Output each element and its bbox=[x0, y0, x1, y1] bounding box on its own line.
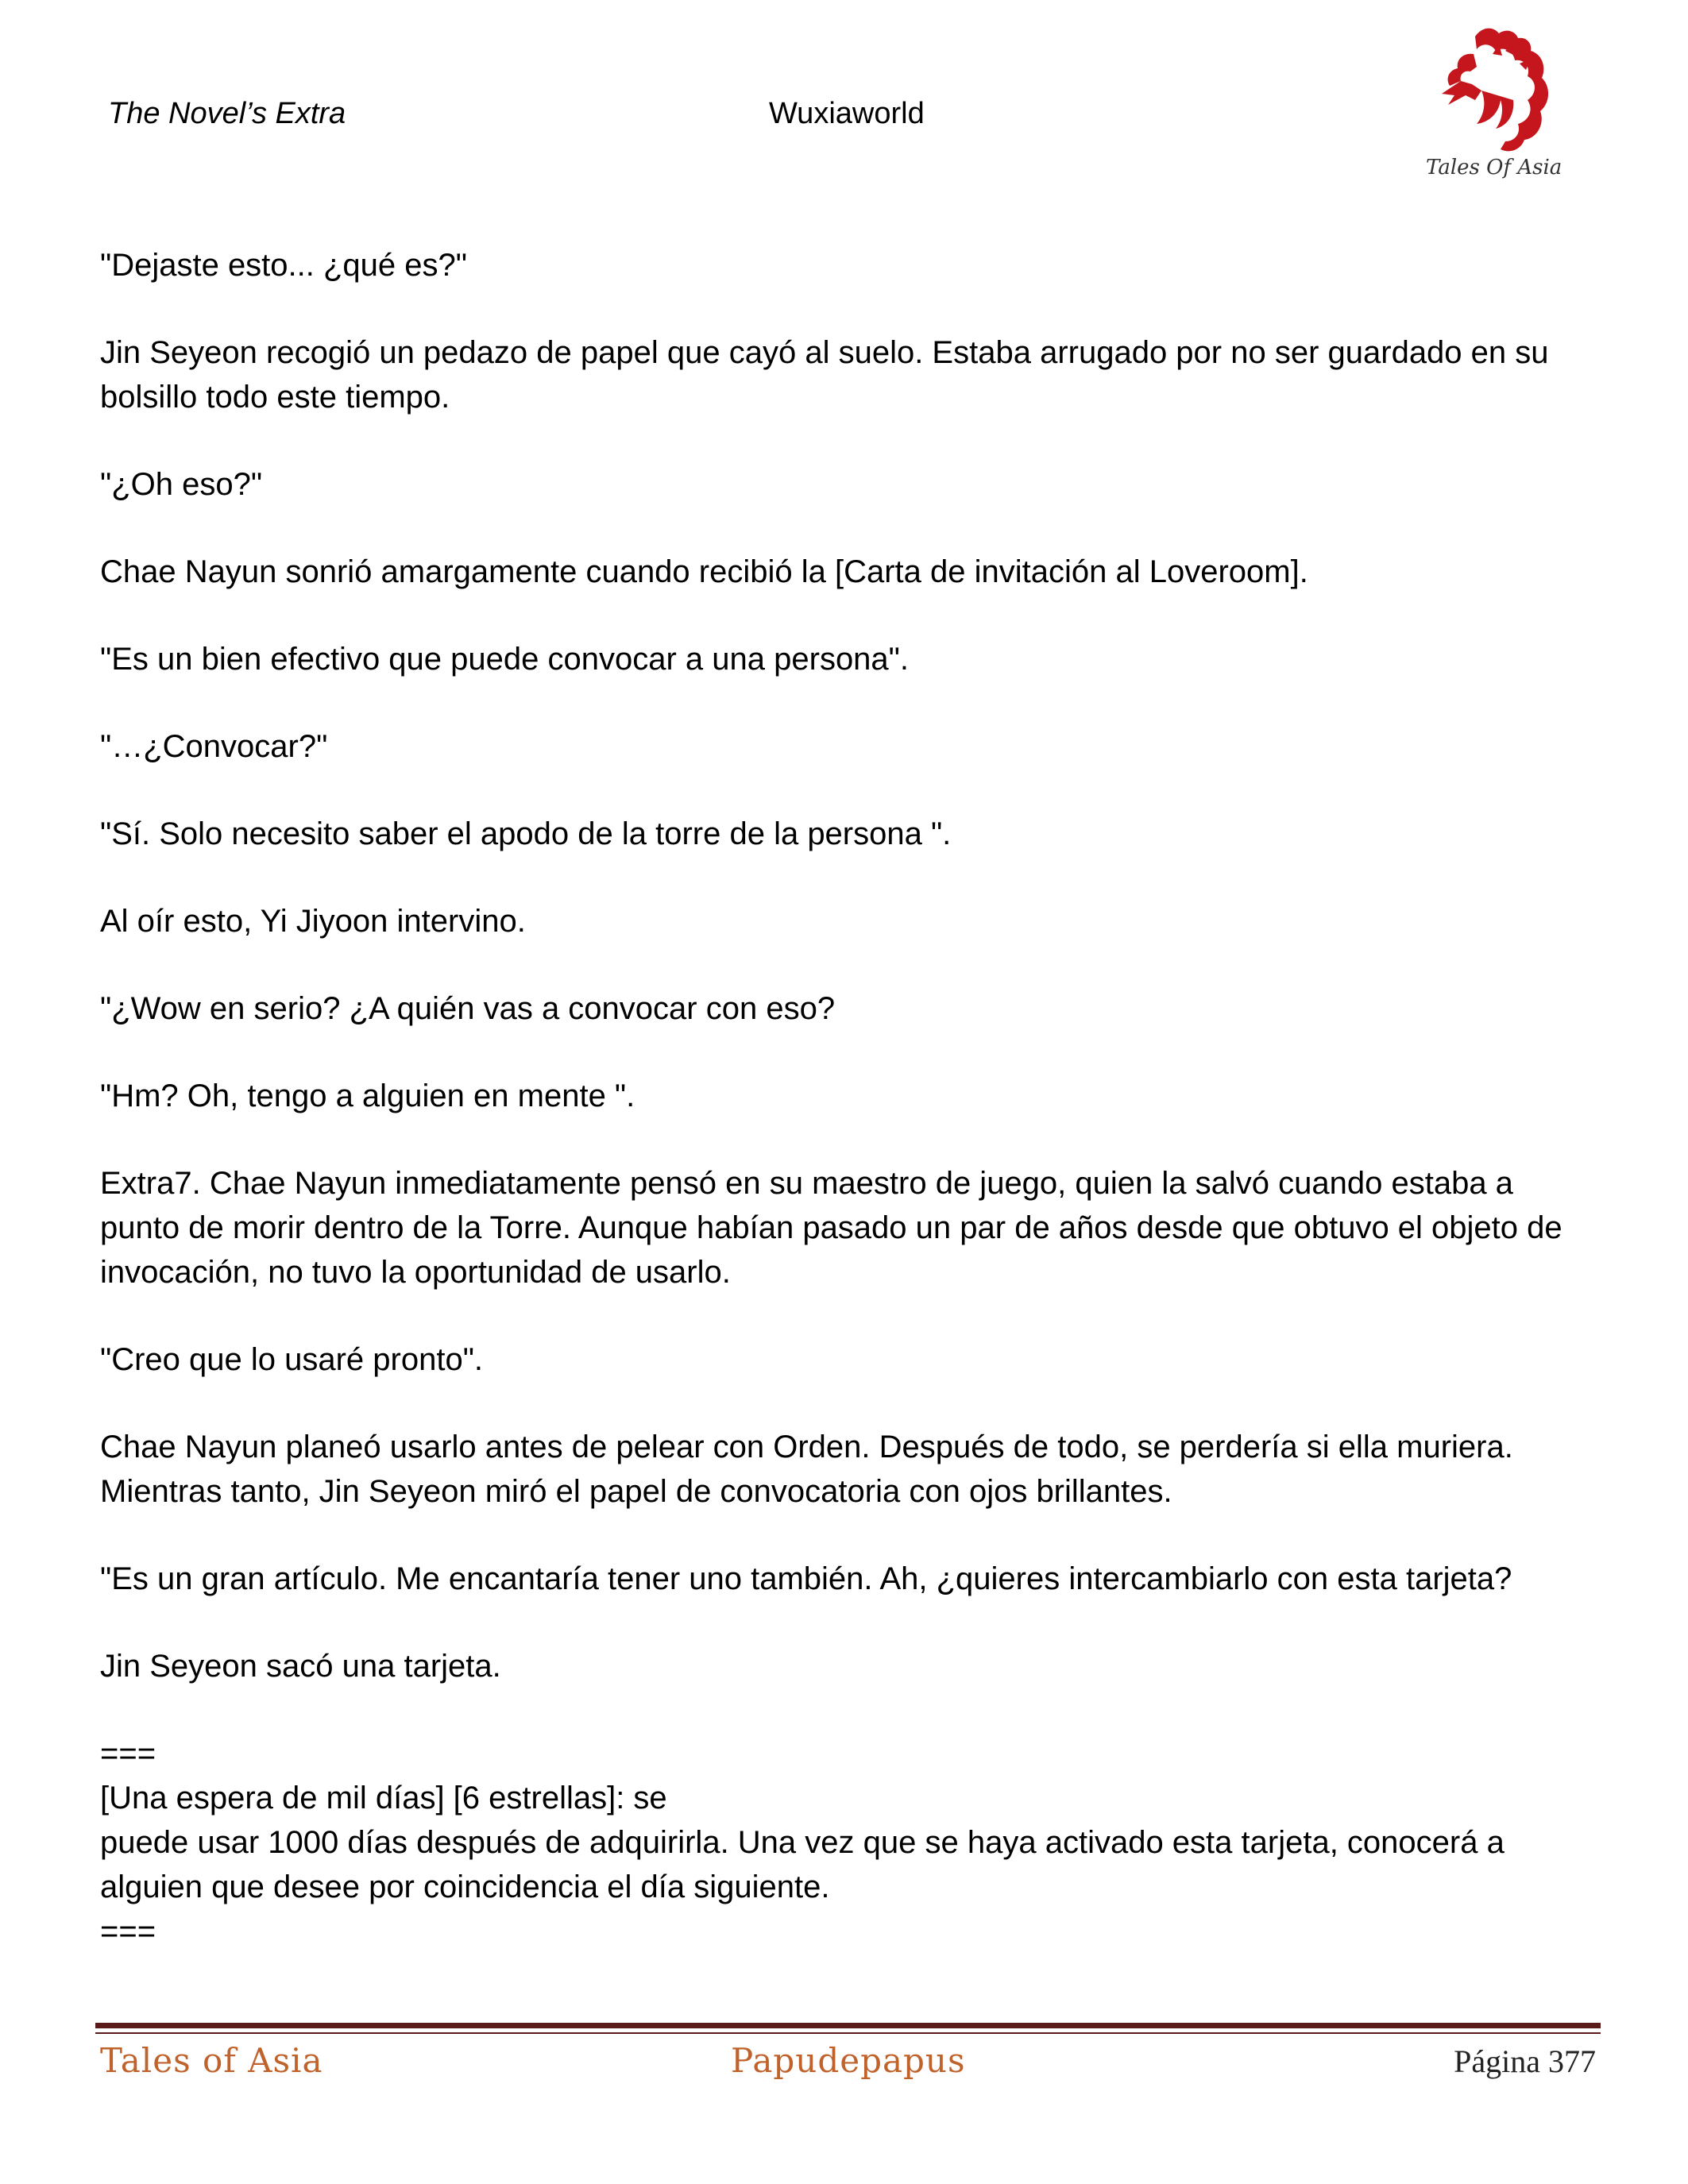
page-number: Página 377 bbox=[1454, 2043, 1596, 2079]
card-separator-top: === bbox=[100, 1736, 156, 1771]
header-book-title: The Novel’s Extra bbox=[108, 97, 346, 130]
paragraph: "Es un bien efectivo que puede convocar a una persona". bbox=[100, 642, 909, 677]
header-site-name: Wuxiaworld bbox=[769, 97, 925, 130]
card-title-line: [Una espera de mil días] [6 estrellas]: se bbox=[100, 1781, 667, 1815]
card-description-line: puede usar 1000 días después de adquirirla. Una vez que se haya activado esta tarjeta, conocerá a alguien que desee por coincidencia el día siguiente. bbox=[100, 1825, 1505, 1904]
logo-text: Tales Of Asia bbox=[1426, 156, 1562, 179]
paragraph: "Sí. Solo necesito saber el apodo de la torre de la persona ". bbox=[100, 816, 952, 851]
footer-translator: Papudepapus bbox=[731, 2041, 966, 2080]
card-description-block bbox=[100, 1731, 1593, 1954]
footer-rule-thin bbox=[95, 2032, 1601, 2034]
card-separator-bottom: === bbox=[100, 1914, 156, 1949]
paragraph: "Creo que lo usaré pronto". bbox=[100, 1342, 484, 1377]
paragraph: "Hm? Oh, tengo a alguien en mente ". bbox=[100, 1078, 635, 1113]
tales-of-asia-logo bbox=[1426, 22, 1561, 189]
paragraph: Extra7. Chae Nayun inmediatamente pensó en su maestro de juego, quien la salvó cuando estaba a punto de morir dentro de la Torre. Aunque habían pasado un par de años desde que obtuvo el objeto de invocación, no tuvo la oportunidad de usarlo. bbox=[100, 1166, 1562, 1290]
paragraph: "¿Oh eso?" bbox=[100, 467, 263, 502]
paragraph: "…¿Convocar?" bbox=[100, 729, 328, 764]
paragraph: Al oír esto, Yi Jiyoon intervino. bbox=[100, 904, 526, 939]
paragraph: Jin Seyeon recogió un pedazo de papel que cayó al suelo. Estaba arrugado por no ser guardado en su bolsillo todo este tiempo. bbox=[100, 335, 1549, 415]
footer-rule-thick bbox=[95, 2023, 1601, 2028]
paragraph: "Dejaste esto... ¿qué es?" bbox=[100, 248, 467, 283]
paragraph: Chae Nayun sonrió amargamente cuando recibió la [Carta de invitación al Loveroom]. bbox=[100, 554, 1308, 589]
paragraph: Chae Nayun planeó usarlo antes de pelear con Orden. Después de todo, se perdería si ella muriera. Mientras tanto, Jin Seyeon miró el papel de convocatoria con ojos brillantes. bbox=[100, 1430, 1513, 1509]
page-body bbox=[100, 243, 1593, 1954]
footer-brand: Tales of Asia bbox=[100, 2041, 323, 2080]
paragraph: Jin Seyeon sacó una tarjeta. bbox=[100, 1649, 501, 1684]
paragraph: "Es un gran artículo. Me encantaría tener uno también. Ah, ¿quieres intercambiarlo con esta tarjeta? bbox=[100, 1561, 1512, 1596]
paragraph: "¿Wow en serio? ¿A quién vas a convocar con eso? bbox=[100, 991, 836, 1026]
